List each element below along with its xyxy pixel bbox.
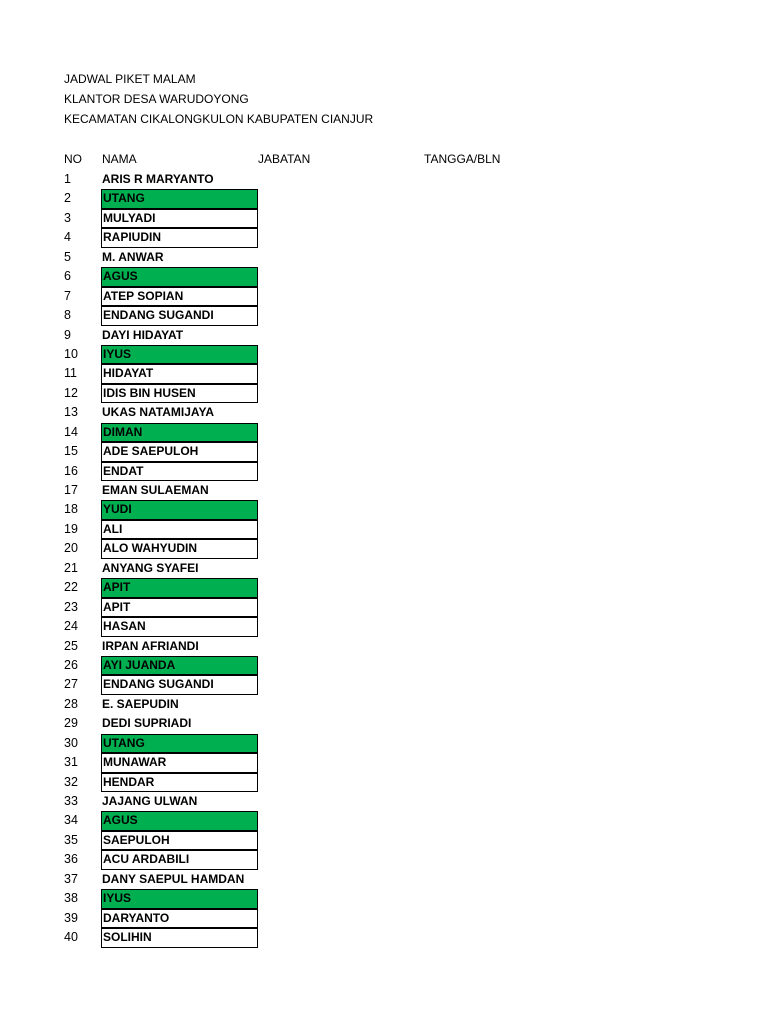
row-number: 20 — [64, 541, 78, 556]
row-number: 3 — [64, 210, 71, 225]
table-row — [0, 578, 768, 597]
row-number: 27 — [64, 677, 78, 692]
name-cell: MULYADI — [101, 209, 258, 228]
name-cell-highlighted: AGUS — [101, 267, 258, 286]
name-cell: SOLIHIN — [101, 928, 258, 947]
table-row — [0, 559, 768, 578]
name-cell: ENDANG SUGANDI — [101, 675, 258, 694]
name-cell: RAPIUDIN — [101, 228, 258, 247]
table-row — [0, 617, 768, 636]
name-cell-highlighted: AYI JUANDA — [101, 656, 258, 675]
row-number: 11 — [64, 366, 77, 381]
column-header-no: NO — [64, 152, 82, 166]
row-number: 7 — [64, 288, 71, 303]
name-cell-highlighted: IYUS — [101, 345, 258, 364]
row-number: 29 — [64, 716, 78, 731]
table-row — [0, 364, 768, 383]
name-cell: ALI — [101, 520, 258, 539]
name-cell-highlighted: UTANG — [101, 734, 258, 753]
name-cell: SAEPULOH — [101, 831, 258, 850]
table-row — [0, 889, 768, 908]
table-row — [0, 306, 768, 325]
row-number: 26 — [64, 657, 78, 672]
name-cell: APIT — [101, 598, 258, 617]
row-number: 1 — [64, 172, 71, 186]
name-cell: UKAS NATAMIJAYA — [102, 405, 215, 420]
row-number: 2 — [64, 191, 71, 206]
table-row — [0, 714, 768, 733]
table-row — [0, 189, 768, 208]
row-number: 17 — [64, 483, 78, 497]
row-number: 39 — [64, 910, 78, 925]
name-cell: ATEP SOPIAN — [101, 287, 258, 306]
name-cell: ARIS R MARYANTO — [102, 172, 214, 186]
name-cell-highlighted: DIMAN — [101, 423, 258, 442]
table-row — [0, 267, 768, 286]
table-row — [0, 811, 768, 830]
table-row — [0, 481, 768, 500]
row-number: 15 — [64, 444, 78, 459]
table-row — [0, 909, 768, 928]
document-title: JADWAL PIKET MALAM — [64, 72, 196, 86]
table-row — [0, 170, 768, 189]
table-row — [0, 792, 768, 811]
row-number: 34 — [64, 813, 78, 828]
column-header-tanggal: TANGGA/BLN — [424, 152, 501, 166]
row-number: 40 — [64, 930, 78, 945]
table-row — [0, 734, 768, 753]
name-cell: DEDI SUPRIADI — [102, 716, 192, 731]
row-number: 30 — [64, 735, 78, 750]
name-cell: DANY SAEPUL HAMDAN — [102, 871, 245, 886]
row-number: 6 — [64, 269, 71, 284]
row-number: 32 — [64, 774, 78, 789]
row-number: 5 — [64, 249, 71, 264]
row-number: 21 — [64, 560, 78, 575]
row-number: 35 — [64, 832, 78, 847]
row-number: 13 — [64, 405, 78, 420]
name-cell: DAYI HIDAYAT — [102, 327, 184, 342]
table-row — [0, 831, 768, 850]
name-cell: ADE SAEPULOH — [101, 442, 258, 461]
row-number: 18 — [64, 502, 78, 517]
table-row — [0, 326, 768, 345]
row-number: 12 — [64, 385, 78, 400]
table-row — [0, 773, 768, 792]
row-number: 19 — [64, 521, 78, 536]
table-row — [0, 248, 768, 267]
row-number: 36 — [64, 852, 78, 867]
row-number: 24 — [64, 619, 78, 634]
name-cell: IDIS BIN HUSEN — [101, 384, 258, 403]
table-row — [0, 520, 768, 539]
name-cell: ACU ARDABILI — [101, 850, 258, 869]
name-cell: EMAN SULAEMAN — [102, 483, 209, 497]
name-cell-highlighted: APIT — [101, 578, 258, 597]
row-number: 33 — [64, 794, 78, 808]
table-row — [0, 656, 768, 675]
table-row — [0, 345, 768, 364]
table-row — [0, 442, 768, 461]
table-row — [0, 695, 768, 714]
table-row — [0, 462, 768, 481]
name-cell: ANYANG SYAFEI — [102, 560, 199, 575]
name-cell: E. SAEPUDIN — [102, 696, 179, 711]
name-cell-highlighted: AGUS — [101, 811, 258, 830]
table-row — [0, 637, 768, 656]
row-number: 16 — [64, 463, 78, 478]
table-row — [0, 228, 768, 247]
name-cell: DARYANTO — [101, 909, 258, 928]
table-row — [0, 287, 768, 306]
table-row — [0, 753, 768, 772]
row-number: 9 — [64, 327, 71, 342]
table-row — [0, 870, 768, 889]
district-name: KECAMATAN CIKALONGKULON KABUPATEN CIANJUR — [64, 112, 374, 126]
table-row — [0, 850, 768, 869]
table-row — [0, 539, 768, 558]
name-cell: HIDAYAT — [101, 364, 258, 383]
name-cell-highlighted: UTANG — [101, 189, 258, 208]
name-cell: HASAN — [101, 617, 258, 636]
row-number: 10 — [64, 346, 78, 361]
row-number: 28 — [64, 696, 78, 711]
office-name: KLANTOR DESA WARUDOYONG — [64, 92, 249, 106]
row-number: 8 — [64, 308, 71, 323]
name-cell: ENDAT — [101, 462, 258, 481]
name-cell: IRPAN AFRIANDI — [102, 638, 199, 653]
row-number: 38 — [64, 891, 78, 906]
name-cell-highlighted: YUDI — [101, 500, 258, 519]
row-number: 4 — [64, 230, 71, 245]
row-number: 25 — [64, 638, 78, 653]
row-number: 31 — [64, 755, 78, 770]
name-cell: M. ANWAR — [102, 249, 164, 264]
name-cell: ENDANG SUGANDI — [101, 306, 258, 325]
name-cell: JAJANG ULWAN — [102, 794, 198, 808]
name-cell: HENDAR — [101, 773, 258, 792]
row-number: 14 — [64, 424, 78, 439]
table-row — [0, 675, 768, 694]
schedule-table — [0, 170, 768, 948]
name-cell: MUNAWAR — [101, 753, 258, 772]
table-row — [0, 384, 768, 403]
column-header-jabatan: JABATAN — [258, 152, 311, 166]
table-row — [0, 403, 768, 422]
name-cell: ALO WAHYUDIN — [101, 539, 258, 558]
column-header-nama: NAMA — [102, 152, 137, 166]
table-row — [0, 500, 768, 519]
row-number: 37 — [64, 871, 78, 886]
table-row — [0, 598, 768, 617]
name-cell-highlighted: IYUS — [101, 889, 258, 908]
table-row — [0, 423, 768, 442]
row-number: 22 — [64, 580, 78, 595]
row-number: 23 — [64, 599, 78, 614]
table-row — [0, 209, 768, 228]
table-row — [0, 928, 768, 947]
